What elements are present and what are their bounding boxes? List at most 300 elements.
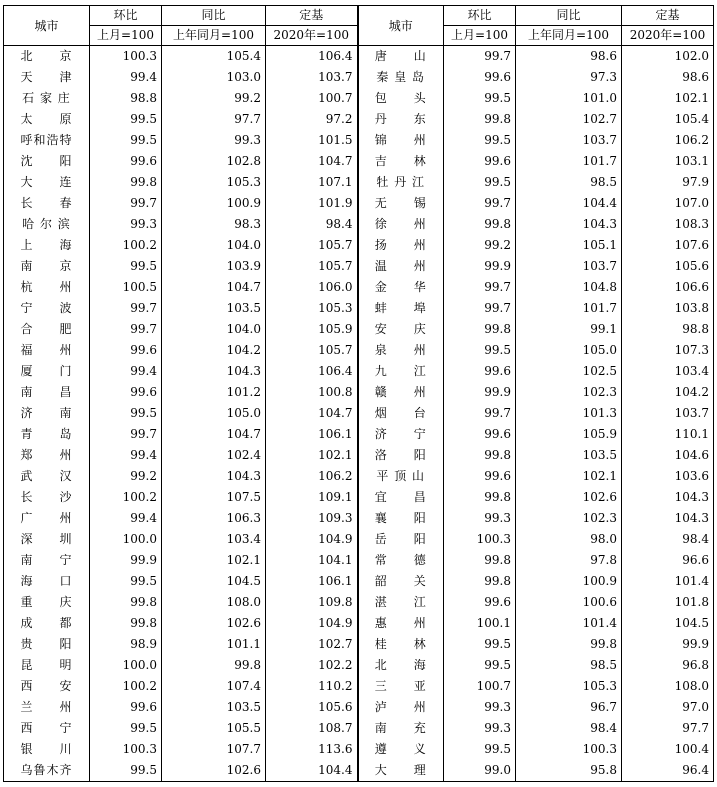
yoy-cell: 102.1 bbox=[516, 466, 622, 487]
table-row bbox=[4, 403, 714, 424]
fixed-base-cell: 104.1 bbox=[266, 550, 358, 571]
mom-cell: 99.6 bbox=[444, 151, 516, 172]
yoy-cell: 104.7 bbox=[162, 277, 266, 298]
city-cell: 牡 丹 江 bbox=[358, 172, 444, 193]
mom-cell: 99.5 bbox=[444, 88, 516, 109]
yoy-cell: 101.1 bbox=[162, 634, 266, 655]
city-cell: 济 宁 bbox=[358, 424, 444, 445]
mom-cell: 99.5 bbox=[90, 130, 162, 151]
city-cell: 温 州 bbox=[358, 256, 444, 277]
fixed-base-cell: 105.7 bbox=[266, 235, 358, 256]
yoy-cell: 103.4 bbox=[162, 529, 266, 550]
city-cell: 天 津 bbox=[4, 67, 90, 88]
table-header bbox=[4, 6, 714, 46]
fixed-base-cell: 96.4 bbox=[622, 760, 714, 782]
city-cell: 洛 阳 bbox=[358, 445, 444, 466]
table-row bbox=[4, 340, 714, 361]
mom-cell: 100.3 bbox=[444, 529, 516, 550]
mom-base-label: 上月=100 bbox=[90, 26, 162, 46]
city-cell: 郑 州 bbox=[4, 445, 90, 466]
yoy-cell: 103.0 bbox=[162, 67, 266, 88]
mom-cell: 99.5 bbox=[90, 760, 162, 782]
mom-cell: 99.7 bbox=[90, 319, 162, 340]
city-column-header: 城市 bbox=[4, 6, 90, 46]
table-row bbox=[4, 46, 714, 68]
city-cell: 厦 门 bbox=[4, 361, 90, 382]
yoy-cell: 105.4 bbox=[162, 46, 266, 68]
city-cell: 西 安 bbox=[4, 676, 90, 697]
mom-cell: 99.9 bbox=[444, 382, 516, 403]
yoy-cell: 102.6 bbox=[162, 760, 266, 782]
fixed-base-cell: 104.9 bbox=[266, 613, 358, 634]
yoy-cell: 100.3 bbox=[516, 739, 622, 760]
city-cell: 烟 台 bbox=[358, 403, 444, 424]
city-cell: 乌鲁木齐 bbox=[4, 760, 90, 782]
city-cell: 平 顶 山 bbox=[358, 466, 444, 487]
table-row bbox=[4, 319, 714, 340]
fixed-base-cell: 104.3 bbox=[622, 487, 714, 508]
yoy-cell: 100.9 bbox=[516, 571, 622, 592]
yoy-cell: 104.2 bbox=[162, 340, 266, 361]
yoy-cell: 104.0 bbox=[162, 319, 266, 340]
yoy-cell: 101.7 bbox=[516, 298, 622, 319]
yoy-cell: 95.8 bbox=[516, 760, 622, 782]
mom-cell: 98.9 bbox=[90, 634, 162, 655]
mom-cell: 100.5 bbox=[90, 277, 162, 298]
table-row bbox=[4, 67, 714, 88]
fixed-base-cell: 105.9 bbox=[266, 319, 358, 340]
mom-cell: 99.8 bbox=[444, 214, 516, 235]
yoy-base-label: 上年同月=100 bbox=[162, 26, 266, 46]
city-cell: 上 海 bbox=[4, 235, 90, 256]
mom-cell: 99.7 bbox=[90, 424, 162, 445]
yoy-cell: 100.6 bbox=[516, 592, 622, 613]
mom-cell: 100.3 bbox=[90, 739, 162, 760]
table-row bbox=[4, 760, 714, 782]
city-cell: 秦 皇 岛 bbox=[358, 67, 444, 88]
city-cell: 遵 义 bbox=[358, 739, 444, 760]
fixed-base-cell: 106.1 bbox=[266, 424, 358, 445]
table-row bbox=[4, 550, 714, 571]
yoy-cell: 107.7 bbox=[162, 739, 266, 760]
mom-cell: 99.3 bbox=[444, 508, 516, 529]
fixed-base-cell: 106.4 bbox=[266, 46, 358, 68]
fixed-base-cell: 107.3 bbox=[622, 340, 714, 361]
fixed-base-cell: 107.0 bbox=[622, 193, 714, 214]
mom-cell: 99.6 bbox=[444, 361, 516, 382]
yoy-column-header: 同比 bbox=[516, 6, 622, 26]
yoy-cell: 104.0 bbox=[162, 235, 266, 256]
city-cell: 泉 州 bbox=[358, 340, 444, 361]
fixed-base-column-header: 定基 bbox=[266, 6, 358, 26]
fixed-base-cell: 110.2 bbox=[266, 676, 358, 697]
city-cell: 大 理 bbox=[358, 760, 444, 782]
city-price-index-table bbox=[3, 5, 714, 782]
mom-cell: 99.4 bbox=[90, 361, 162, 382]
city-cell: 兰 州 bbox=[4, 697, 90, 718]
city-cell: 常 德 bbox=[358, 550, 444, 571]
table-row bbox=[4, 445, 714, 466]
mom-cell: 99.3 bbox=[90, 214, 162, 235]
yoy-cell: 98.0 bbox=[516, 529, 622, 550]
fixed-base-cell: 107.1 bbox=[266, 172, 358, 193]
fixed-base-cell: 104.7 bbox=[266, 403, 358, 424]
mom-cell: 99.8 bbox=[444, 571, 516, 592]
mom-cell: 99.7 bbox=[90, 298, 162, 319]
yoy-cell: 106.3 bbox=[162, 508, 266, 529]
city-cell: 银 川 bbox=[4, 739, 90, 760]
mom-cell: 99.6 bbox=[444, 67, 516, 88]
mom-cell: 99.5 bbox=[444, 130, 516, 151]
city-cell: 呼和浩特 bbox=[4, 130, 90, 151]
mom-cell: 99.6 bbox=[444, 466, 516, 487]
fixed-base-cell: 102.1 bbox=[266, 445, 358, 466]
fixed-base-cell: 105.4 bbox=[622, 109, 714, 130]
city-cell: 丹 东 bbox=[358, 109, 444, 130]
yoy-cell: 104.5 bbox=[162, 571, 266, 592]
mom-cell: 99.2 bbox=[90, 466, 162, 487]
mom-cell: 99.6 bbox=[444, 592, 516, 613]
fixed-base-cell: 106.2 bbox=[622, 130, 714, 151]
mom-cell: 99.8 bbox=[444, 487, 516, 508]
fixed-base-cell: 100.4 bbox=[622, 739, 714, 760]
yoy-column-header: 同比 bbox=[162, 6, 266, 26]
city-cell: 合 肥 bbox=[4, 319, 90, 340]
fixed-base-cell: 104.6 bbox=[622, 445, 714, 466]
fixed-base-cell: 102.7 bbox=[266, 634, 358, 655]
yoy-cell: 105.9 bbox=[516, 424, 622, 445]
fixed-base-cell: 97.7 bbox=[622, 718, 714, 739]
city-cell: 成 都 bbox=[4, 613, 90, 634]
city-cell: 南 充 bbox=[358, 718, 444, 739]
mom-cell: 99.7 bbox=[90, 193, 162, 214]
table-row bbox=[4, 235, 714, 256]
city-cell: 金 华 bbox=[358, 277, 444, 298]
mom-cell: 99.7 bbox=[444, 403, 516, 424]
mom-cell: 99.8 bbox=[90, 613, 162, 634]
city-cell: 桂 林 bbox=[358, 634, 444, 655]
yoy-cell: 100.9 bbox=[162, 193, 266, 214]
yoy-cell: 102.6 bbox=[162, 613, 266, 634]
city-cell: 湛 江 bbox=[358, 592, 444, 613]
table-row bbox=[4, 193, 714, 214]
city-cell: 长 春 bbox=[4, 193, 90, 214]
mom-cell: 99.6 bbox=[90, 151, 162, 172]
city-column-header: 城市 bbox=[358, 6, 444, 46]
fixed-base-cell: 106.0 bbox=[266, 277, 358, 298]
table-row bbox=[4, 109, 714, 130]
table-row bbox=[4, 592, 714, 613]
fixed-base-label: 2020年=100 bbox=[266, 26, 358, 46]
city-cell: 石 家 庄 bbox=[4, 88, 90, 109]
yoy-cell: 103.7 bbox=[516, 256, 622, 277]
fixed-base-cell: 109.8 bbox=[266, 592, 358, 613]
fixed-base-cell: 113.6 bbox=[266, 739, 358, 760]
yoy-cell: 108.0 bbox=[162, 592, 266, 613]
city-cell: 沈 阳 bbox=[4, 151, 90, 172]
city-cell: 岳 阳 bbox=[358, 529, 444, 550]
yoy-cell: 103.5 bbox=[516, 445, 622, 466]
mom-column-header: 环比 bbox=[90, 6, 162, 26]
yoy-cell: 102.8 bbox=[162, 151, 266, 172]
fixed-base-cell: 100.8 bbox=[266, 382, 358, 403]
fixed-base-cell: 96.8 bbox=[622, 655, 714, 676]
table-row bbox=[4, 256, 714, 277]
fixed-base-cell: 103.6 bbox=[622, 466, 714, 487]
table-row bbox=[4, 634, 714, 655]
yoy-cell: 97.8 bbox=[516, 550, 622, 571]
yoy-cell: 102.5 bbox=[516, 361, 622, 382]
city-cell: 蚌 埠 bbox=[358, 298, 444, 319]
city-cell: 贵 阳 bbox=[4, 634, 90, 655]
city-cell: 赣 州 bbox=[358, 382, 444, 403]
fixed-base-cell: 98.4 bbox=[622, 529, 714, 550]
mom-cell: 99.4 bbox=[90, 445, 162, 466]
fixed-base-cell: 104.3 bbox=[622, 508, 714, 529]
city-cell: 无 锡 bbox=[358, 193, 444, 214]
yoy-cell: 102.6 bbox=[516, 487, 622, 508]
city-cell: 吉 林 bbox=[358, 151, 444, 172]
fixed-base-cell: 102.2 bbox=[266, 655, 358, 676]
city-cell: 襄 阳 bbox=[358, 508, 444, 529]
city-cell: 徐 州 bbox=[358, 214, 444, 235]
mom-cell: 99.0 bbox=[444, 760, 516, 782]
fixed-base-cell: 102.0 bbox=[622, 46, 714, 68]
city-cell: 太 原 bbox=[4, 109, 90, 130]
city-cell: 包 头 bbox=[358, 88, 444, 109]
table-row bbox=[4, 613, 714, 634]
city-cell: 唐 山 bbox=[358, 46, 444, 68]
table-row bbox=[4, 172, 714, 193]
yoy-cell: 98.6 bbox=[516, 46, 622, 68]
fixed-base-cell: 103.7 bbox=[266, 67, 358, 88]
mom-cell: 100.2 bbox=[90, 487, 162, 508]
fixed-base-cell: 104.2 bbox=[622, 382, 714, 403]
fixed-base-cell: 102.1 bbox=[622, 88, 714, 109]
mom-cell: 99.7 bbox=[444, 193, 516, 214]
yoy-cell: 99.3 bbox=[162, 130, 266, 151]
yoy-cell: 104.3 bbox=[162, 466, 266, 487]
yoy-cell: 105.0 bbox=[516, 340, 622, 361]
fixed-base-cell: 105.6 bbox=[266, 697, 358, 718]
city-cell: 宁 波 bbox=[4, 298, 90, 319]
fixed-base-cell: 103.7 bbox=[622, 403, 714, 424]
yoy-cell: 98.4 bbox=[516, 718, 622, 739]
city-cell: 广 州 bbox=[4, 508, 90, 529]
mom-cell: 99.4 bbox=[90, 508, 162, 529]
fixed-base-cell: 105.7 bbox=[266, 256, 358, 277]
fixed-base-label: 2020年=100 bbox=[622, 26, 714, 46]
city-cell: 昆 明 bbox=[4, 655, 90, 676]
yoy-cell: 98.5 bbox=[516, 172, 622, 193]
fixed-base-cell: 106.2 bbox=[266, 466, 358, 487]
yoy-cell: 99.8 bbox=[162, 655, 266, 676]
yoy-cell: 98.3 bbox=[162, 214, 266, 235]
table-row bbox=[4, 298, 714, 319]
city-cell: 武 汉 bbox=[4, 466, 90, 487]
fixed-base-cell: 106.1 bbox=[266, 571, 358, 592]
fixed-base-cell: 97.9 bbox=[622, 172, 714, 193]
fixed-base-cell: 96.6 bbox=[622, 550, 714, 571]
city-cell: 泸 州 bbox=[358, 697, 444, 718]
yoy-cell: 105.1 bbox=[516, 235, 622, 256]
city-cell: 韶 关 bbox=[358, 571, 444, 592]
mom-cell: 99.9 bbox=[444, 256, 516, 277]
mom-cell: 99.5 bbox=[90, 256, 162, 277]
fixed-base-cell: 101.8 bbox=[622, 592, 714, 613]
fixed-base-cell: 105.7 bbox=[266, 340, 358, 361]
table-row bbox=[4, 676, 714, 697]
yoy-cell: 99.1 bbox=[516, 319, 622, 340]
yoy-cell: 99.8 bbox=[516, 634, 622, 655]
yoy-cell: 98.5 bbox=[516, 655, 622, 676]
fixed-base-cell: 108.0 bbox=[622, 676, 714, 697]
fixed-base-cell: 104.5 bbox=[622, 613, 714, 634]
table-row bbox=[4, 214, 714, 235]
city-cell: 长 沙 bbox=[4, 487, 90, 508]
table-row bbox=[4, 361, 714, 382]
fixed-base-cell: 104.7 bbox=[266, 151, 358, 172]
table-row bbox=[4, 277, 714, 298]
mom-cell: 99.5 bbox=[90, 403, 162, 424]
mom-cell: 99.6 bbox=[90, 340, 162, 361]
table-row bbox=[4, 88, 714, 109]
fixed-base-cell: 97.2 bbox=[266, 109, 358, 130]
yoy-cell: 101.3 bbox=[516, 403, 622, 424]
city-cell: 三 亚 bbox=[358, 676, 444, 697]
table-row bbox=[4, 130, 714, 151]
mom-cell: 99.7 bbox=[444, 298, 516, 319]
fixed-base-cell: 101.9 bbox=[266, 193, 358, 214]
yoy-cell: 103.7 bbox=[516, 130, 622, 151]
yoy-cell: 101.7 bbox=[516, 151, 622, 172]
mom-cell: 99.5 bbox=[90, 718, 162, 739]
mom-cell: 100.1 bbox=[444, 613, 516, 634]
mom-cell: 99.5 bbox=[444, 172, 516, 193]
yoy-cell: 102.4 bbox=[162, 445, 266, 466]
fixed-base-cell: 109.3 bbox=[266, 508, 358, 529]
table-row bbox=[4, 571, 714, 592]
fixed-base-cell: 103.8 bbox=[622, 298, 714, 319]
yoy-cell: 102.3 bbox=[516, 508, 622, 529]
mom-cell: 100.2 bbox=[90, 676, 162, 697]
yoy-cell: 104.7 bbox=[162, 424, 266, 445]
table-body bbox=[4, 46, 714, 782]
fixed-base-cell: 109.1 bbox=[266, 487, 358, 508]
yoy-cell: 107.4 bbox=[162, 676, 266, 697]
yoy-cell: 105.5 bbox=[162, 718, 266, 739]
city-cell: 海 口 bbox=[4, 571, 90, 592]
yoy-cell: 104.8 bbox=[516, 277, 622, 298]
city-cell: 大 连 bbox=[4, 172, 90, 193]
fixed-base-cell: 98.4 bbox=[266, 214, 358, 235]
fixed-base-cell: 105.3 bbox=[266, 298, 358, 319]
fixed-base-cell: 108.7 bbox=[266, 718, 358, 739]
mom-cell: 100.7 bbox=[444, 676, 516, 697]
city-cell: 杭 州 bbox=[4, 277, 90, 298]
yoy-cell: 97.7 bbox=[162, 109, 266, 130]
table-row bbox=[4, 529, 714, 550]
mom-cell: 100.3 bbox=[90, 46, 162, 68]
mom-cell: 99.6 bbox=[444, 424, 516, 445]
fixed-base-cell: 97.0 bbox=[622, 697, 714, 718]
city-cell: 济 南 bbox=[4, 403, 90, 424]
mom-cell: 100.2 bbox=[90, 235, 162, 256]
fixed-base-cell: 104.4 bbox=[266, 760, 358, 782]
yoy-cell: 103.5 bbox=[162, 697, 266, 718]
fixed-base-cell: 107.6 bbox=[622, 235, 714, 256]
mom-cell: 99.8 bbox=[444, 445, 516, 466]
mom-cell: 99.3 bbox=[444, 697, 516, 718]
yoy-cell: 103.5 bbox=[162, 298, 266, 319]
fixed-base-cell: 110.1 bbox=[622, 424, 714, 445]
mom-cell: 99.6 bbox=[90, 382, 162, 403]
mom-cell: 100.0 bbox=[90, 655, 162, 676]
city-cell: 重 庆 bbox=[4, 592, 90, 613]
yoy-cell: 105.3 bbox=[516, 676, 622, 697]
mom-cell: 99.5 bbox=[90, 109, 162, 130]
city-cell: 北 京 bbox=[4, 46, 90, 68]
city-cell: 哈 尔 滨 bbox=[4, 214, 90, 235]
mom-cell: 99.8 bbox=[444, 550, 516, 571]
city-cell: 惠 州 bbox=[358, 613, 444, 634]
fixed-base-cell: 106.4 bbox=[266, 361, 358, 382]
yoy-cell: 102.1 bbox=[162, 550, 266, 571]
mom-cell: 99.8 bbox=[90, 172, 162, 193]
fixed-base-cell: 108.3 bbox=[622, 214, 714, 235]
city-cell: 九 江 bbox=[358, 361, 444, 382]
yoy-cell: 101.2 bbox=[162, 382, 266, 403]
city-cell: 南 昌 bbox=[4, 382, 90, 403]
city-cell: 福 州 bbox=[4, 340, 90, 361]
fixed-base-cell: 100.7 bbox=[266, 88, 358, 109]
city-cell: 南 京 bbox=[4, 256, 90, 277]
table-row bbox=[4, 151, 714, 172]
yoy-cell: 104.3 bbox=[516, 214, 622, 235]
fixed-base-cell: 101.5 bbox=[266, 130, 358, 151]
mom-cell: 99.7 bbox=[444, 46, 516, 68]
fixed-base-cell: 105.6 bbox=[622, 256, 714, 277]
yoy-cell: 99.2 bbox=[162, 88, 266, 109]
yoy-cell: 103.9 bbox=[162, 256, 266, 277]
fixed-base-column-header: 定基 bbox=[622, 6, 714, 26]
fixed-base-cell: 103.4 bbox=[622, 361, 714, 382]
fixed-base-cell: 98.6 bbox=[622, 67, 714, 88]
table-row bbox=[4, 739, 714, 760]
table-row bbox=[4, 655, 714, 676]
mom-cell: 99.5 bbox=[444, 655, 516, 676]
mom-cell: 99.7 bbox=[444, 277, 516, 298]
yoy-cell: 102.3 bbox=[516, 382, 622, 403]
city-cell: 宜 昌 bbox=[358, 487, 444, 508]
mom-cell: 99.3 bbox=[444, 718, 516, 739]
yoy-cell: 107.5 bbox=[162, 487, 266, 508]
mom-cell: 99.5 bbox=[444, 340, 516, 361]
city-cell: 锦 州 bbox=[358, 130, 444, 151]
fixed-base-cell: 101.4 bbox=[622, 571, 714, 592]
mom-column-header: 环比 bbox=[444, 6, 516, 26]
fixed-base-cell: 104.9 bbox=[266, 529, 358, 550]
yoy-cell: 104.3 bbox=[162, 361, 266, 382]
mom-cell: 98.8 bbox=[90, 88, 162, 109]
fixed-base-cell: 99.9 bbox=[622, 634, 714, 655]
city-cell: 深 圳 bbox=[4, 529, 90, 550]
mom-cell: 99.8 bbox=[444, 319, 516, 340]
mom-cell: 99.2 bbox=[444, 235, 516, 256]
table-row bbox=[4, 508, 714, 529]
yoy-base-label: 上年同月=100 bbox=[516, 26, 622, 46]
mom-cell: 99.5 bbox=[444, 634, 516, 655]
